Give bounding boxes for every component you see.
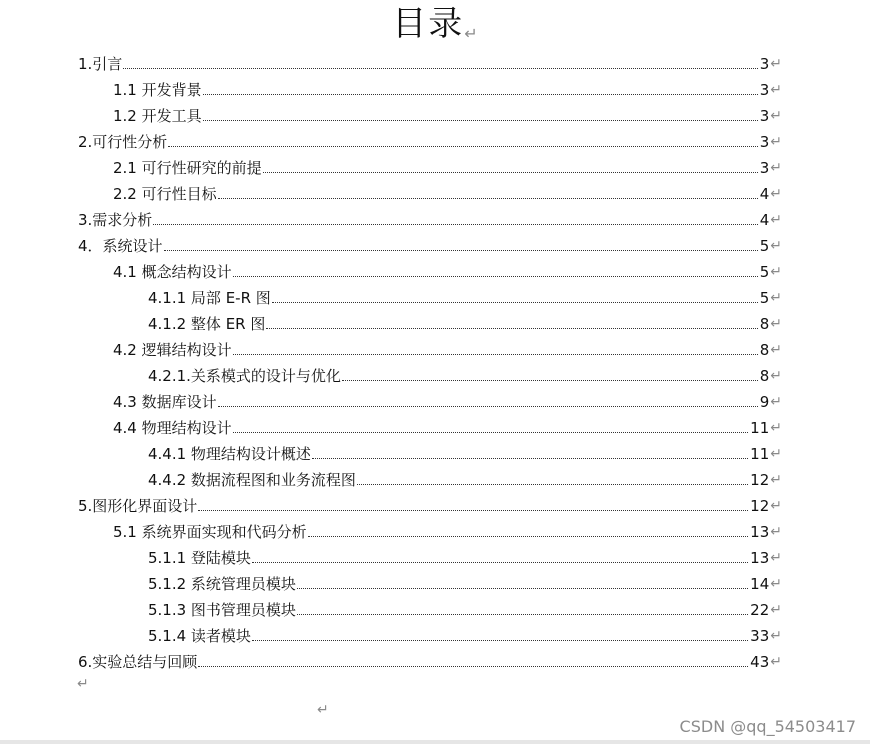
paragraph-mark-icon: ↵: [770, 316, 782, 332]
toc-entry-text: 4.2.1.关系模式的设计与优化: [148, 367, 341, 385]
toc-page-number: 5: [759, 289, 770, 307]
paragraph-mark-icon: ↵: [770, 108, 782, 124]
toc-entry-text: 5.1 系统界面实现和代码分析: [113, 523, 307, 541]
paragraph-mark-icon: ↵: [77, 676, 89, 692]
toc-entry-text: 4.3 数据库设计: [113, 393, 217, 411]
dot-leader: [272, 302, 758, 303]
toc-entry-text: 5.1.2 系统管理员模块: [148, 575, 296, 593]
paragraph-mark-icon: ↵: [770, 212, 782, 228]
paragraph-mark-icon: ↵: [770, 472, 782, 488]
toc-page-number: 3: [759, 159, 770, 177]
toc-page-number: 43: [750, 653, 770, 671]
toc-entry[interactable]: [113, 100, 782, 126]
toc-entry-text: 5.图形化界面设计: [78, 497, 198, 515]
toc-entry-text: 4.2 逻辑结构设计: [113, 341, 232, 359]
toc-page-number: 8: [759, 341, 770, 359]
toc-entry[interactable]: [148, 360, 782, 386]
dot-leader: [123, 68, 757, 69]
toc-entry-text: 4.4.2 数据流程图和业务流程图: [148, 471, 356, 489]
toc-page-number: 3: [759, 107, 770, 125]
toc-entry[interactable]: [148, 438, 782, 464]
paragraph-mark-icon: ↵: [770, 498, 782, 514]
paragraph-mark-icon: ↵: [770, 134, 782, 150]
toc-page-number: 12: [750, 471, 770, 489]
dot-leader: [233, 432, 749, 433]
toc-page-number: 3: [759, 81, 770, 99]
paragraph-mark-icon: ↵: [770, 550, 782, 566]
dot-leader: [218, 406, 758, 407]
toc-entry[interactable]: [148, 282, 782, 308]
toc-entry-text: 5.1.3 图书管理员模块: [148, 601, 296, 619]
toc-page-number: 33: [750, 627, 770, 645]
paragraph-mark-icon: ↵: [770, 160, 782, 176]
toc-entry[interactable]: [113, 516, 782, 542]
toc-entry[interactable]: [113, 152, 782, 178]
paragraph-mark-icon: ↵: [770, 82, 782, 98]
paragraph-mark-icon: ↵: [770, 446, 782, 462]
toc-page-number: 14: [750, 575, 770, 593]
toc-page-number: 12: [750, 497, 770, 515]
paragraph-mark-icon: ↵: [770, 290, 782, 306]
watermark: CSDN @qq_54503417: [679, 717, 856, 736]
dot-leader: [153, 224, 757, 225]
toc-entry[interactable]: [148, 620, 782, 646]
toc-title-text: 目录: [392, 4, 465, 44]
toc-entry[interactable]: [78, 646, 782, 672]
dot-leader: [252, 562, 748, 563]
toc-entry-text: 4.4 物理结构设计: [113, 419, 232, 437]
dot-leader: [297, 614, 748, 615]
paragraph-mark-icon: ↵: [770, 186, 782, 202]
toc-entry[interactable]: [148, 308, 782, 334]
dot-leader: [198, 666, 748, 667]
toc-entry[interactable]: [113, 256, 782, 282]
toc-entry-text: 4.1.2 整体 ER 图: [148, 315, 266, 333]
paragraph-mark-icon: ↵: [770, 368, 782, 384]
toc-entry-text: 2.2 可行性目标: [113, 185, 217, 203]
paragraph-mark-icon: ↵: [770, 264, 782, 280]
paragraph-mark-icon: ↵: [770, 628, 782, 644]
dot-leader: [263, 172, 758, 173]
toc-entry[interactable]: [78, 204, 782, 230]
toc-page-number: 8: [759, 315, 770, 333]
dot-leader: [308, 536, 749, 537]
toc-page-number: 11: [750, 419, 770, 437]
paragraph-mark-icon: ↵: [770, 394, 782, 410]
toc-page-number: 4: [759, 185, 770, 203]
toc-entry-text: 4.4.1 物理结构设计概述: [148, 445, 311, 463]
toc-page-number: 3: [759, 133, 770, 151]
toc-entry-text: 5.1.4 读者模块: [148, 627, 251, 645]
toc-entry[interactable]: [148, 464, 782, 490]
toc-page-number: 8: [759, 367, 770, 385]
toc-entry[interactable]: [113, 334, 782, 360]
toc-entry[interactable]: [78, 490, 782, 516]
toc-entry[interactable]: [113, 178, 782, 204]
toc-entry-text: 6.实验总结与回顾: [78, 653, 198, 671]
toc-entry-text: 1.1 开发背景: [113, 81, 202, 99]
toc-page-number: 11: [750, 445, 770, 463]
dot-leader: [164, 250, 758, 251]
toc-entry-text: 2.1 可行性研究的前提: [113, 159, 262, 177]
paragraph-mark-icon: ↵: [770, 602, 782, 618]
paragraph-mark-icon: ↵: [770, 238, 782, 254]
toc-entry-text: 5.1.1 登陆模块: [148, 549, 251, 567]
dot-leader: [233, 354, 758, 355]
toc-entry[interactable]: [78, 126, 782, 152]
toc-page-number: 22: [750, 601, 770, 619]
paragraph-mark-icon: ↵: [317, 702, 329, 718]
toc-entry[interactable]: [78, 230, 782, 256]
toc-page-number: 13: [750, 549, 770, 567]
dot-leader: [252, 640, 748, 641]
toc-entry[interactable]: [148, 542, 782, 568]
toc-entry[interactable]: [148, 594, 782, 620]
page-bottom-edge: [0, 740, 870, 744]
dot-leader: [342, 380, 758, 381]
toc-entry-text: 4．系统设计: [78, 237, 163, 255]
toc-entry-text: 1.2 开发工具: [113, 107, 202, 125]
toc-entry[interactable]: [148, 568, 782, 594]
toc-entry[interactable]: [113, 74, 782, 100]
toc-entry[interactable]: [78, 48, 782, 74]
dot-leader: [198, 510, 748, 511]
toc-entry-text: 4.1.1 局部 E-R 图: [148, 289, 271, 307]
toc-page-number: 5: [759, 263, 770, 281]
dot-leader: [168, 146, 757, 147]
dot-leader: [203, 94, 758, 95]
toc-page-number: 9: [759, 393, 770, 411]
toc-entry[interactable]: [113, 386, 782, 412]
dot-leader: [266, 328, 757, 329]
paragraph-mark-icon: ↵: [770, 420, 782, 436]
paragraph-mark-icon: ↵: [770, 342, 782, 358]
dot-leader: [218, 198, 758, 199]
toc-page-number: 3: [759, 55, 770, 73]
toc-entry-text: 2.可行性分析: [78, 133, 168, 151]
dot-leader: [357, 484, 748, 485]
toc-entry[interactable]: [113, 412, 782, 438]
paragraph-mark-icon: ↵: [770, 524, 782, 540]
toc-entry-text: 3.需求分析: [78, 211, 153, 229]
toc-entry-text: 4.1 概念结构设计: [113, 263, 232, 281]
dot-leader: [297, 588, 748, 589]
paragraph-mark-icon: ↵: [770, 576, 782, 592]
toc-page-number: 5: [759, 237, 770, 255]
dot-leader: [203, 120, 758, 121]
toc-page-number: 4: [759, 211, 770, 229]
paragraph-mark-icon: ↵: [770, 654, 782, 670]
paragraph-mark-icon: ↵: [770, 56, 782, 72]
paragraph-mark-icon: ↵: [464, 24, 478, 43]
toc-entry-text: 1.引言: [78, 55, 123, 73]
toc-page-number: 13: [750, 523, 770, 541]
dot-leader: [312, 458, 748, 459]
dot-leader: [233, 276, 758, 277]
